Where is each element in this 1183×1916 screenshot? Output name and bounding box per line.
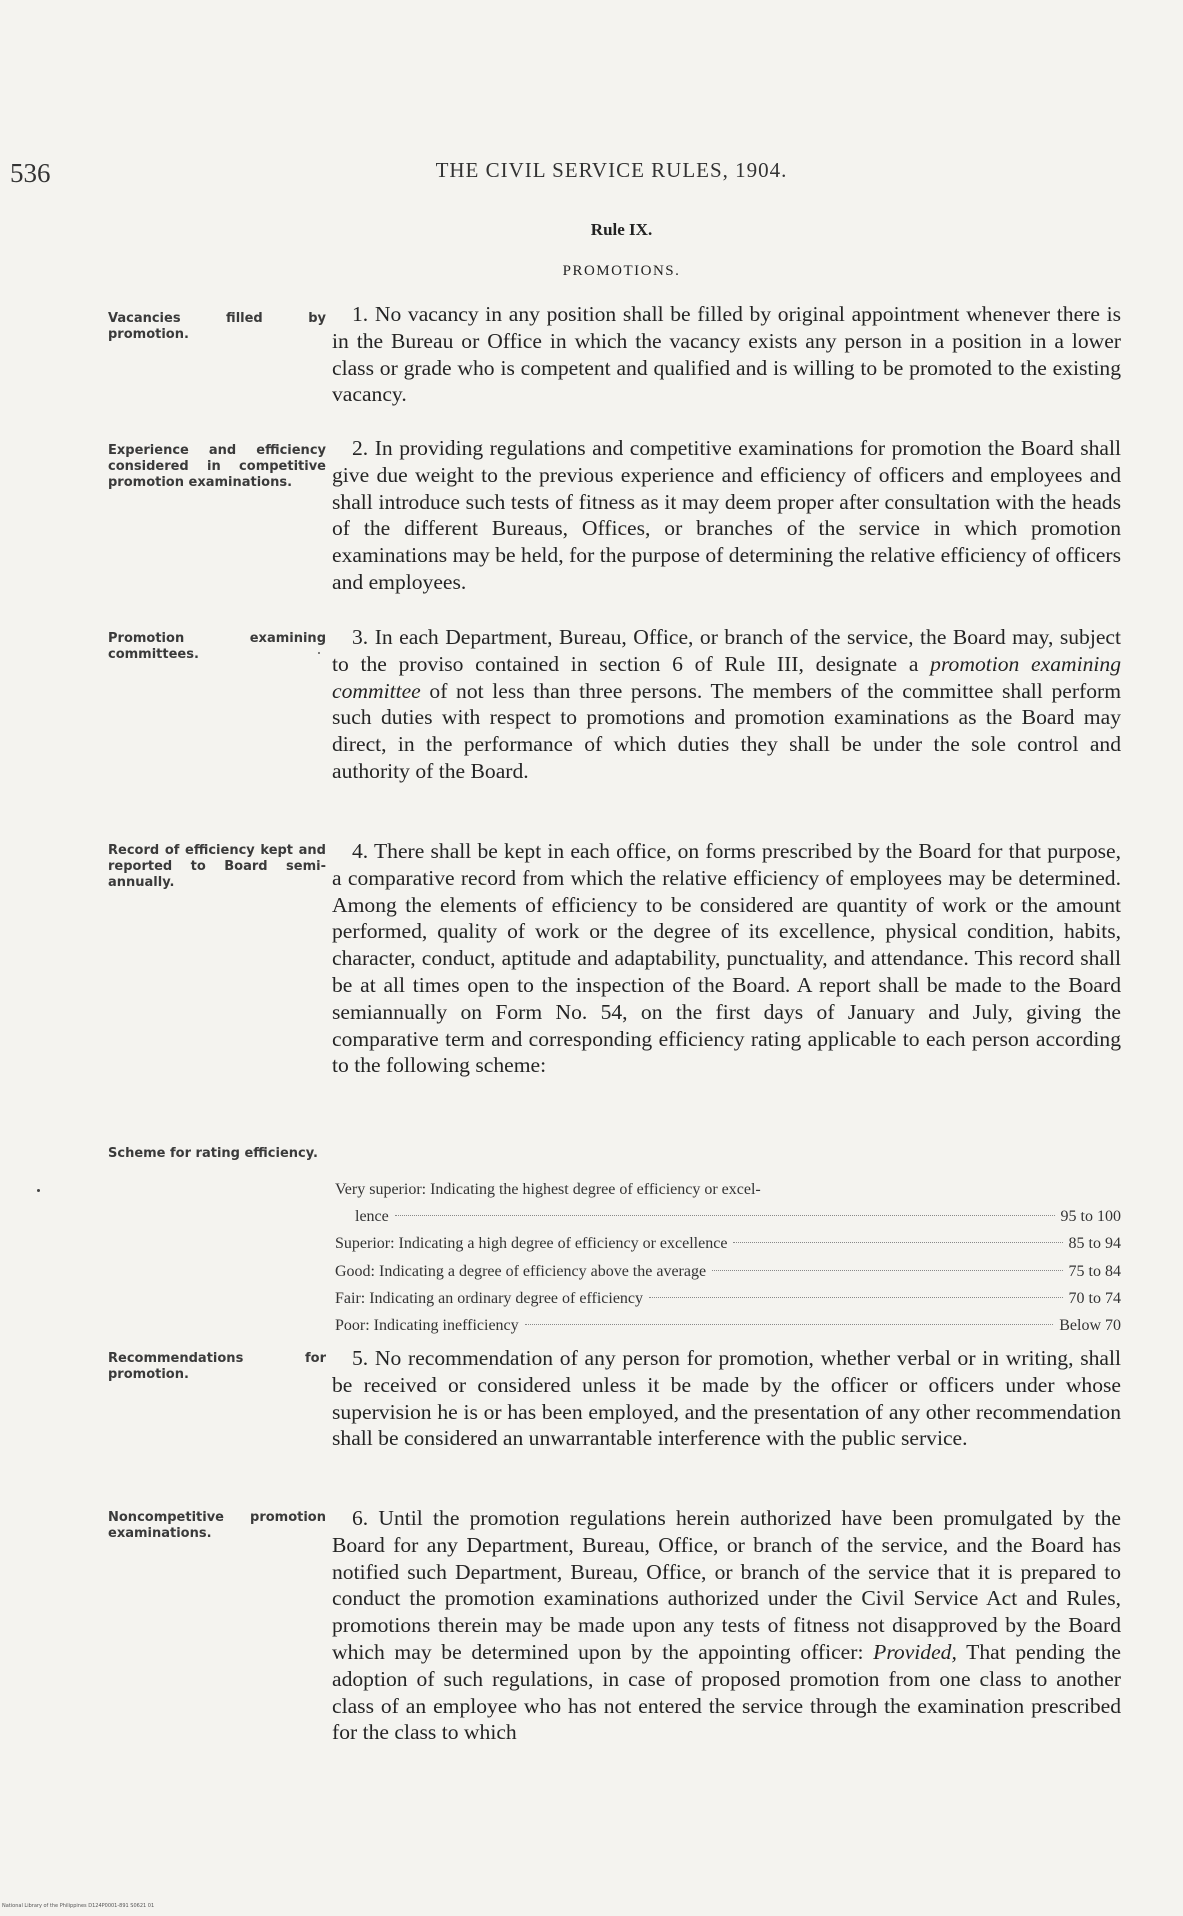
scale-row <box>335 1285 1121 1312</box>
scale-row <box>335 1230 1121 1257</box>
paragraph-3 <box>332 624 1121 785</box>
scale-category-cont: lence <box>355 1208 389 1226</box>
scale-category: Poor: Indicating inefficiency <box>335 1317 519 1335</box>
paragraph-6-text: 6. Until the promotion regulations herein authorized have been promulgated by the Board for any Department, Bureau, Office, or branch of the service, and the Board has notified such Department, Bureau, Office, or branch of the service that it is prepared to conduct the promotion examinations authorized under the Civil Service Act and Rules, promotions therein may be made upon any tests of fitness not disapproved by the Board which may be determined upon by the appointing officer: Provided, That pending the adoption of such regulations, in case of proposed promotion from one class to another class of an employee who has not entered the service through the examination prescribed for the class to which <box>332 1506 1121 1745</box>
margin-note-vacancies: Vacancies filled by promotion. <box>108 311 326 342</box>
paragraph-5-text: 5. No recommendation of any person for promotion, whether verbal or in writing, shall be received or considered unless it be made by the officer or officers under whose supervision he is or has been employed, and the presentation of any other recommendation shall be considered an unwarrantable interference with the public service. <box>332 1346 1121 1451</box>
margin-note-noncompetitive: Noncompetitive promotion examinations. <box>108 1510 326 1541</box>
paragraph-3-text: 3. In each Department, Bureau, Office, or branch of the service, the Board may, subject to the proviso contained in section 6 of Rule III, designate a promotion examining committee of not less than three persons. The members of the committee shall perform such duties with respect to promotions and promotion examinations as the Board may direct, in the performance of which duties they shall be under the sole control and authority of the Board. <box>332 625 1122 783</box>
leader-dots <box>395 1215 1055 1216</box>
scale-category: Very superior: Indicating the highest degree of efficiency or excel- <box>335 1181 761 1198</box>
scale-category: Good: Indicating a degree of efficiency above the average <box>335 1262 707 1280</box>
paragraph-1 <box>332 301 1121 408</box>
margin-note-scheme: Scheme for rating efficiency. <box>108 1146 318 1161</box>
leader-dots <box>525 1324 1054 1325</box>
scale-range: 70 to 74 <box>1068 1289 1121 1307</box>
paragraph-2 <box>332 435 1121 596</box>
scale-range: 75 to 84 <box>1068 1262 1121 1280</box>
italic-phrase: promotion examining committee <box>332 651 1122 703</box>
leader-dots <box>733 1242 1062 1243</box>
scale-category: Fair: Indicating an ordinary degree of efficiency <box>335 1289 644 1307</box>
scale-category: Superior: Indicating a high degree of efficiency or excellence <box>335 1235 728 1253</box>
rule-title: Rule IX. <box>590 220 653 239</box>
italic-phrase: Provided, <box>873 1639 957 1664</box>
page-number: 536 <box>10 158 51 188</box>
section-heading: PROMOTIONS. <box>562 263 681 279</box>
paragraph-5 <box>332 1345 1121 1452</box>
scale-range: Below 70 <box>1059 1317 1121 1335</box>
scale-row <box>335 1203 1121 1230</box>
scale-row <box>335 1176 1121 1203</box>
paragraph-4 <box>332 838 1121 1079</box>
print-speck <box>318 652 320 654</box>
print-speck <box>37 1189 40 1192</box>
scan-footer: National Library of the Philippines D124P0001-891 S0621 01 <box>2 1903 155 1909</box>
margin-note-experience: Experience and efficiency considered in competitive promotion examinations. <box>108 443 326 490</box>
paragraph-1-text: 1. No vacancy in any position shall be filled by original appointment whenever there is in the Bureau or Office in which the vacancy exists any person in a position in a lower class or grade who is competent and qualified and is willing to be promoted to the existing vacancy. <box>332 302 1121 407</box>
paragraph-2-text: 2. In providing regulations and competitive examinations for promotion the Board shall give due weight to the previous experience and efficiency of officers and employees and shall introduce such tests of fitness as it may deem proper after consultation with the heads of the different Bureaus, Offices, or branches of the service in which promotion examinations may be held, for the purpose of determining the relative efficiency of officers and employees. <box>332 436 1121 594</box>
scale-range: 85 to 94 <box>1068 1235 1121 1253</box>
scale-range: 95 to 100 <box>1060 1208 1121 1226</box>
leader-dots <box>649 1297 1063 1298</box>
margin-note-recommendations: Recommendations for promotion. <box>108 1351 326 1382</box>
scale-row <box>335 1258 1121 1285</box>
scale-row <box>335 1312 1121 1339</box>
margin-note-committees: Promotion examining committees. <box>108 631 326 662</box>
running-head: THE CIVIL SERVICE RULES, 1904. <box>435 158 788 182</box>
paragraph-4-text: 4. There shall be kept in each office, on forms prescribed by the Board for that purpose, a comparative record from which the relative efficiency of employees may be determined. Among the elements of efficiency to be considered are quantity of work or the amount performed, quality of work or the degree of its excellence, physical condition, habits, character, conduct, aptitude and adaptability, punctuality, and attendance. This record shall be at all times open to the inspection of the Board. A report shall be made to the Board semiannually on Form No. 54, on the first days of January and July, giving the comparative term and corresponding efficiency rating applicable to each person according to the following scheme: <box>332 839 1121 1078</box>
margin-note-record: Record of efficiency kept and reported to Board semi-annually. <box>108 843 326 890</box>
paragraph-6 <box>332 1505 1121 1746</box>
efficiency-rating-scale <box>335 1176 1121 1339</box>
leader-dots <box>712 1270 1062 1271</box>
